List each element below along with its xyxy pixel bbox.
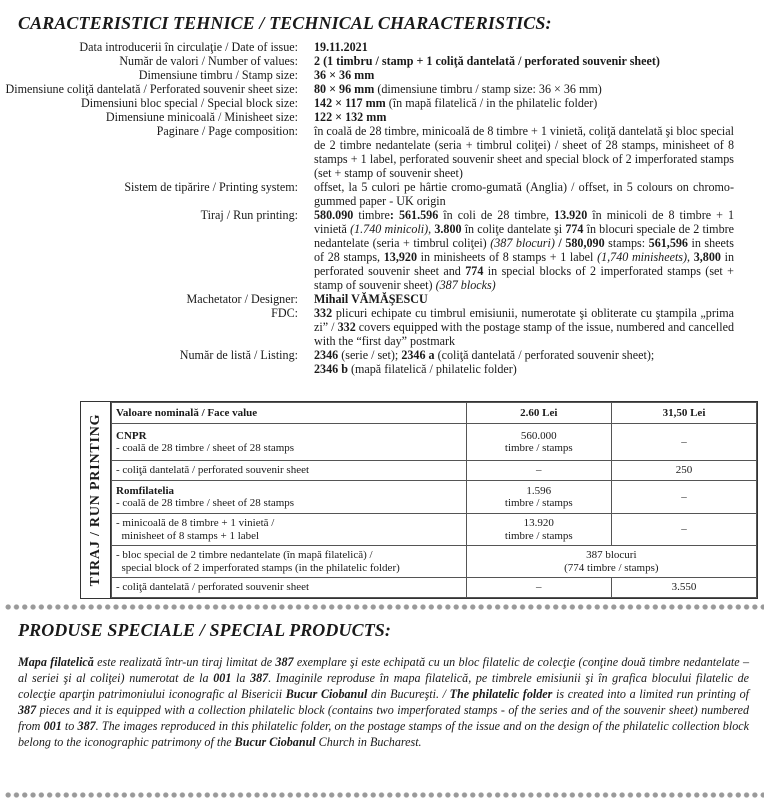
row-value-2: – [611,481,756,514]
row-value-2: 3.550 [611,578,756,598]
spec-value: în coală de 28 timbre, minicoală de 8 timbre + 1 vinietă, coliţă dantelată şi bloc special de 2 timbre nedantelate (seria + timbrul coliţei) / sheet of 28 stamps, minisheet of 8 stamps + 1 label, perforated souvenir sheet and special block of 2 imperforated stamps (set + stamp of souvenir sheet) [314,124,734,180]
row-text: - coală de 28 timbre / sheet of 28 stamps [116,442,295,454]
spec-label: Număr de valori / Number of values: [119,54,298,68]
header-value-1: 2.60 Lei [466,403,611,424]
para-text: is created into a limited run printing of [552,687,750,701]
cell-unit: timbre / stamps [504,442,573,454]
run-number: 774 [565,222,584,236]
row-label [112,481,467,514]
fdc-count: 332 [314,306,333,320]
run-text: , [687,250,694,264]
fdc-text: plicuri echipate cu timbrul emisiunii, numerotate şi obliterate cu ştampila „prima zi” / [314,306,734,334]
spec-label: Număr de listă / Listing: [179,348,298,362]
para-text: . The images reproduced in this philatelic folder, on the postage stamps of the issue and on the design of the philatelic collection block belong to the iconographic patrimony of the [18,719,749,749]
spec-value: Mihail VĂMĂŞESCU [314,292,428,306]
spec-label: Machetator / Designer: [186,292,298,306]
table-row [112,424,757,461]
run-text: / [554,236,566,250]
row-text: - bloc special de 2 timbre nedantelate (în mapă filatelică) / [116,549,373,561]
spec-value-rest: (în mapă filatelică / in the philatelic folder) [385,96,598,110]
para-emph: 387 [250,671,269,685]
table-row [112,546,757,578]
row-value-2: – [611,424,756,461]
run-number: 561,596 [648,236,688,250]
para-emph: Bucur Ciobanul [285,687,368,701]
spec-value-rest: (dimensiune timbru / stamp size: 36 × 36 mm) [374,82,602,96]
spec-label: FDC: [271,306,298,320]
cell-number: 1.596 [526,484,552,497]
row-value-merged [466,546,756,578]
row-label [112,514,467,546]
run-number: 3.800 [434,222,462,236]
run-number: 13,920 [383,250,417,264]
spec-row-block-size [0,96,767,110]
run-text: stamps: [604,236,649,250]
run-number: 13.920 [554,208,588,222]
spec-value: offset, la 5 culori pe hârtie cromo-gumată (Anglia) / offset, in 5 colours on chromo-gummed paper - UK origin [314,180,734,208]
fdc-count: 332 [337,320,356,334]
table-row [112,578,757,598]
row-text: special block of 2 imperforated stamps (in the philatelic folder) [121,561,400,574]
para-text: to [61,719,78,733]
spec-row-printing-system [0,180,767,208]
spec-label: Dimensiune timbru / Stamp size: [138,68,298,82]
row-group-title: Romfilatelia [116,484,175,497]
listing-number: 2346 b [314,362,348,376]
row-label [112,546,467,578]
para-emph: Mapa filatelică [18,655,94,669]
row-value-2: – [611,514,756,546]
fdc-text: covers equipped with the postage stamp of the issue, numbered and cancelled with the “first day” postmark [314,320,735,348]
listing-text: (serie / set); [338,348,402,362]
run-number: 580.090 [314,208,354,222]
table-side-label-text: TIRAJ / RUN PRINTING [87,413,103,587]
spec-label: Dimensiune coliţă dantelată / Perforated souvenir sheet size: [5,82,298,96]
listing-number: 2346 a [401,348,435,362]
para-text: din Bucureşti. / [367,687,450,701]
spec-value: 36 × 36 mm [314,68,375,82]
para-text: . Imaginile reproduse în mapa filatelică, pe timbrele emisiunii şi în grafica blocului filatelic de colecţie aparţin patrimoniului iconografic al Bisericii [18,671,749,701]
run-note: (1,740 minisheets) [597,250,688,264]
dotted-divider [4,603,764,611]
row-value-1 [466,424,611,461]
spec-row-designer [0,292,767,306]
para-emph: 001 [43,719,62,733]
row-value-2: 250 [611,461,756,481]
run-note: (1.740 minicoli) [350,222,429,236]
run-text: in perforated souvenir sheet and [314,250,734,278]
table-row [112,514,757,546]
spec-value-bold: 80 × 96 mm [314,82,375,96]
spec-value: 122 × 132 mm [314,110,387,124]
special-products-paragraph [18,654,749,750]
run-note: (387 blocuri) [490,236,555,250]
cell-unit: timbre / stamps [504,497,573,509]
row-value-1: – [466,578,611,598]
spec-row-stamp-size [0,68,767,82]
run-printing-table [80,401,758,599]
header-face-value: Valoare nominală / Face value [112,403,467,424]
cell-unit: timbre / stamps [504,529,573,542]
para-text: la [231,671,251,685]
para-emph: The philatelic folder [449,687,553,701]
run-text: în coliţe dantelate şi [461,222,566,236]
row-text: minisheet of 8 stamps + 1 label [121,529,260,542]
run-note: (387 blocks) [435,278,496,292]
row-group-title: CNPR [116,429,147,442]
spec-label: Sistem de tipărire / Printing system: [124,180,298,194]
row-value-1: – [466,461,611,481]
run-table [111,402,757,598]
table-row [112,461,757,481]
run-text: în coli de 28 timbre, [438,208,555,222]
spec-label: Dimensiune minicoală / Minisheet size: [105,110,298,124]
para-emph: 387 [275,655,294,669]
spec-row-sheet-size [0,82,767,96]
spec-label: Data introducerii în circulaţie / Date of issue: [79,40,298,54]
spec-row-composition [0,124,767,180]
spec-label: Dimensiuni bloc special / Special block size: [81,96,298,110]
para-emph: 387 [18,703,37,717]
section-title-technical: CARACTERISTICI TEHNICE / TECHNICAL CHARACTERISTICS: [18,13,552,33]
row-value-1 [466,481,611,514]
spec-row-date [0,40,767,54]
header-value-2: 31,50 Lei [611,403,756,424]
spec-value [314,82,734,96]
cell-number: 13.920 [523,517,554,529]
cell-unit: (774 timbre / stamps) [564,561,659,574]
spec-label: Tiraj / Run printing: [200,208,298,222]
spec-row-fdc [0,306,767,348]
section-title-special: PRODUSE SPECIALE / SPECIAL PRODUCTS: [18,620,392,640]
listing-text: (mapă filatelică / philatelic folder) [347,362,517,376]
run-number: 774 [465,264,484,278]
row-label [112,424,467,461]
spec-value [314,348,734,376]
spec-value: 19.11.2021 [314,40,368,54]
run-text: timbre [353,208,390,222]
spec-value [314,306,734,348]
run-text: in sheets of 28 stamps, [314,236,734,264]
spec-row-run [0,208,767,292]
run-text: in minisheets of 8 stamps + 1 label [417,250,598,264]
listing-text: (coliţă dantelată / perforated souvenir sheet); [434,348,655,362]
para-text: pieces and it is equipped with a collection philatelic block (contains two imperforated stamps - of the series and of the souvenir sheet) numbered from [18,703,749,733]
run-number: 580,090 [565,236,605,250]
spec-row-minisheet-size [0,110,767,124]
para-emph: Bucur Ciobanul [234,735,316,749]
dotted-divider [4,791,764,799]
row-label: - coliţă dantelată / perforated souvenir sheet [112,578,467,598]
spec-value: 2 (1 timbru / stamp + 1 coliţă dantelată / perforated souvenir sheet) [314,54,660,68]
row-text: - coală de 28 timbre / sheet of 28 stamps [116,497,295,509]
para-text: Church in Bucharest. [315,735,422,749]
para-text: exemplare şi este echipată cu un bloc filatelic de colecţie (conţine două timbre nedantelate – al seriei şi al coliţei) numerotat de la [18,655,749,685]
para-emph: 387 [77,719,96,733]
spec-value-bold: 142 × 117 mm [314,96,386,110]
run-text: în minicoli de 8 timbre + 1 vinietă [314,208,735,236]
run-text: in special blocks of 2 imperforated stamps (set + stamp of souvenir sheet) [314,264,734,292]
technical-specs [0,40,767,376]
spec-row-values [0,54,767,68]
listing-number: 2346 [314,348,339,362]
cell-number: 560.000 [520,429,557,442]
para-text: este realizată într-un tiraj limitat de [93,655,276,669]
run-text: în blocuri speciale de 2 timbre nedantelate (seria + timbrul coliţei) [314,222,735,250]
run-number: : 561.596 [389,208,439,222]
spec-value [314,208,734,292]
row-value-1 [466,514,611,546]
spec-row-listing [0,348,767,376]
row-label: - coliţă dantelată / perforated souvenir sheet [112,461,467,481]
run-text: , [428,222,435,236]
spec-label: Paginare / Page composition: [156,124,298,138]
cell-number: 387 blocuri [586,549,637,561]
run-number: 3,800 [693,250,721,264]
spec-value [314,96,734,110]
row-text: - minicoală de 8 timbre + 1 vinietă / [116,517,275,529]
table-row [112,481,757,514]
para-emph: 001 [213,671,232,685]
table-side-label [81,402,111,598]
table-header-row [112,403,757,424]
